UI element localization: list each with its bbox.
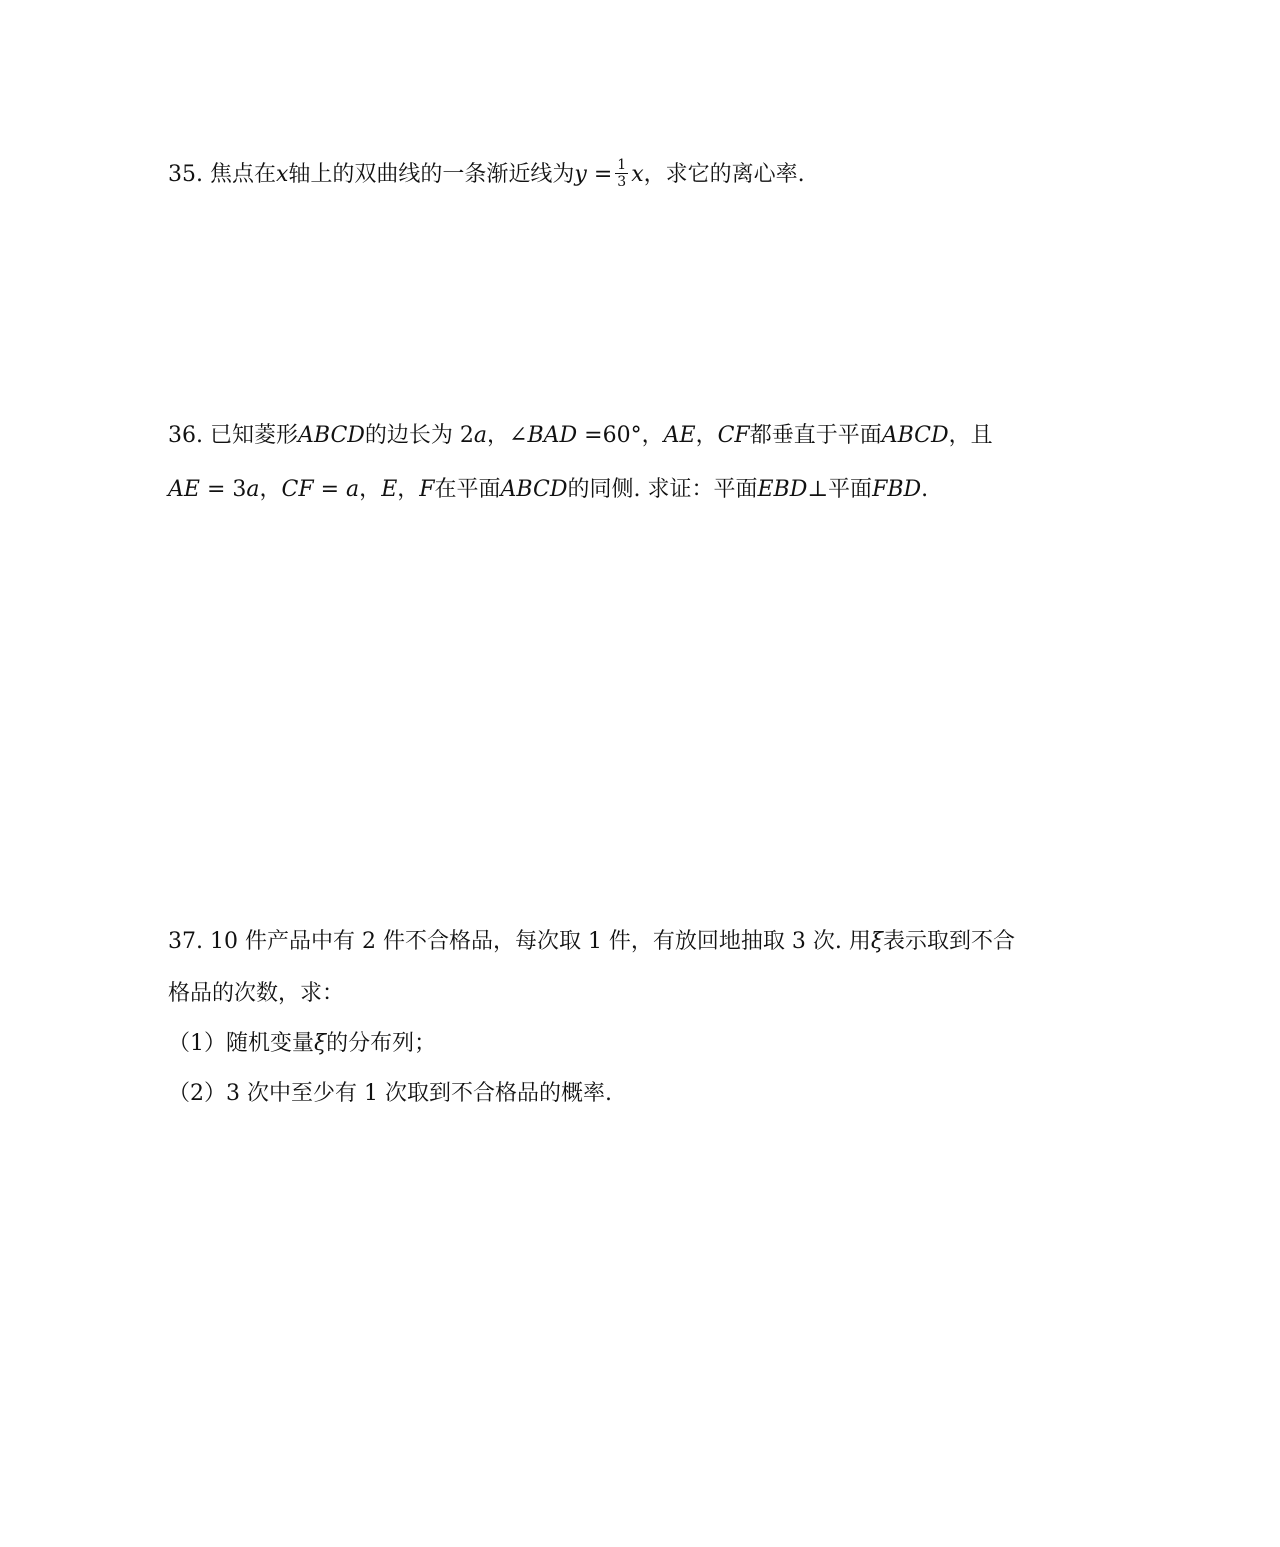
text: 表示取到不合 [883, 929, 1016, 954]
math-var: CF [717, 423, 750, 448]
text: 36. 已知菱形 [168, 423, 298, 448]
problem-37 [168, 915, 1133, 1119]
math-var: CF [281, 477, 314, 502]
text: 的边长为 2 [364, 423, 474, 448]
math-var: AE [663, 423, 696, 448]
text: ， [359, 477, 382, 502]
problem-36-line-1 [168, 409, 1133, 463]
text: ， [695, 423, 718, 448]
problem-35 [168, 148, 1133, 202]
problem-37-line-1 [168, 915, 1133, 969]
math-expr: y = [574, 162, 613, 187]
math-var: ξ [870, 929, 884, 954]
math-var: BAD [527, 423, 578, 448]
text: ， [259, 477, 282, 502]
math-var: x [631, 162, 644, 187]
text: = [313, 477, 347, 502]
math-var: a [246, 477, 260, 502]
problem-36-line-2 [168, 463, 1133, 517]
problem-36 [168, 409, 1133, 517]
math-var: FBD [872, 477, 922, 502]
math-var: AE [168, 477, 200, 502]
text: 都垂直于平面 [749, 423, 882, 448]
text: =60°， [577, 423, 664, 448]
text: 轴上的双曲线的一条渐近线为 [288, 162, 575, 187]
text: ，∠ [487, 423, 528, 448]
text: ⊥平面 [807, 477, 873, 502]
problem-37-line-2: 格品的次数，求： [168, 981, 345, 1006]
text: （1）随机变量 [168, 1031, 314, 1056]
math-var: ABCD [297, 423, 365, 448]
text: ， [397, 477, 420, 502]
text: ，求它的离心率. [643, 162, 805, 187]
text: 37. 10 件产品中有 2 件不合格品，每次取 1 件，有放回地抽取 3 次. 用 [168, 929, 871, 954]
fraction [615, 157, 628, 190]
text: 的同侧. 求证：平面 [567, 477, 758, 502]
text: = 3 [199, 477, 247, 502]
math-var: EBD [757, 477, 808, 502]
fraction-numerator: 1 [617, 156, 627, 173]
text: ，且 [948, 423, 993, 448]
math-var: F [419, 477, 435, 502]
math-var: a [346, 477, 360, 502]
math-var: x [275, 162, 289, 187]
text: 在平面 [434, 477, 501, 502]
fraction-denominator: 3 [617, 173, 627, 190]
problem-37-subquestion-1 [168, 1019, 1133, 1069]
text: 35. 焦点在 [168, 162, 276, 187]
problem-35-line [168, 148, 1133, 202]
text: 的分布列； [326, 1031, 437, 1056]
math-var: a [473, 423, 488, 448]
math-var: ξ [314, 1031, 327, 1056]
math-var: ABCD [500, 477, 568, 502]
math-var: E [381, 477, 398, 502]
text: . [921, 477, 929, 502]
problem-37-subquestion-2: （2）3 次中至少有 1 次取到不合格品的概率. [168, 1081, 612, 1106]
math-var: ABCD [881, 423, 949, 448]
